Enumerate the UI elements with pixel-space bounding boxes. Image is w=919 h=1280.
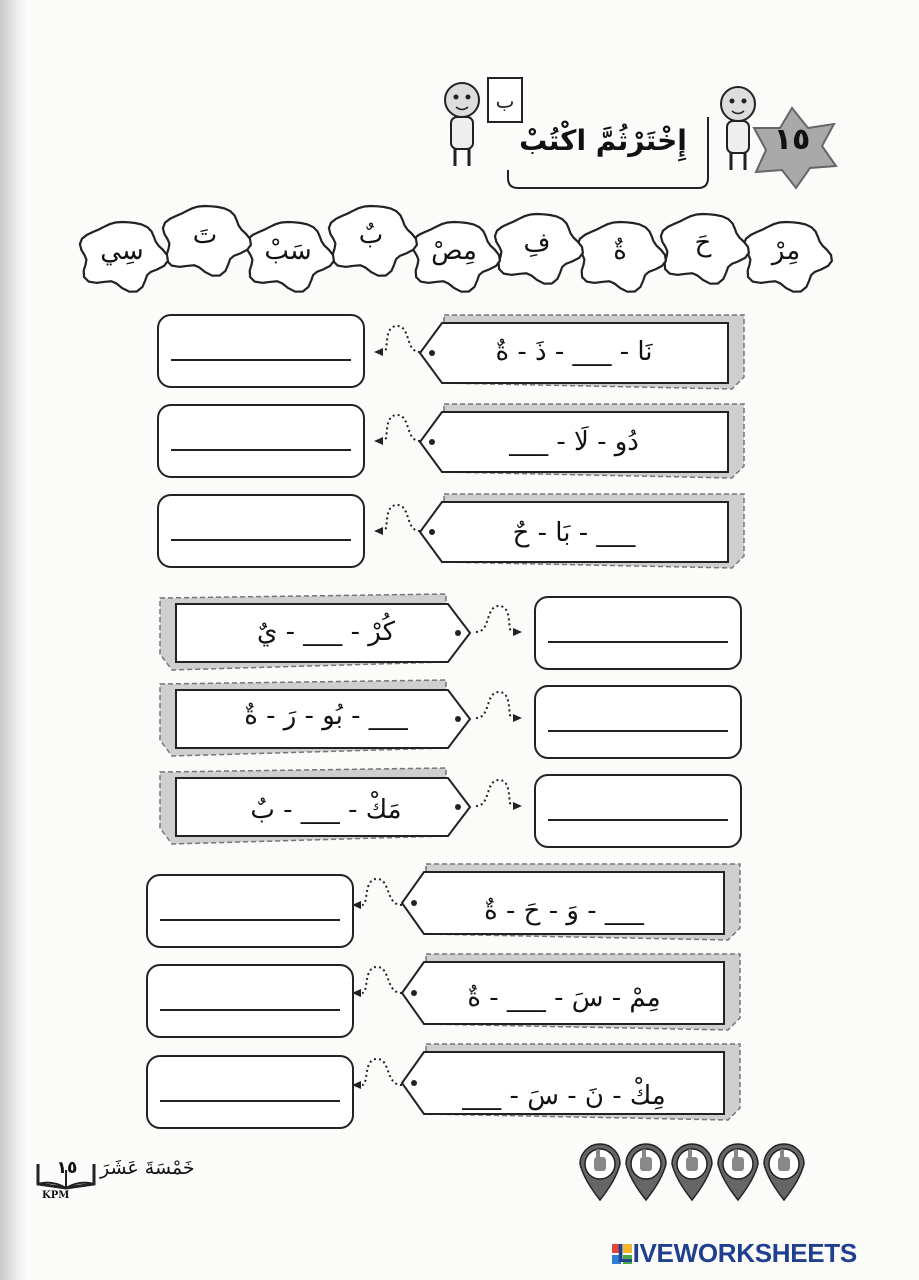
- arrow-head-icon: [374, 527, 383, 535]
- answer-line: [171, 539, 351, 541]
- page-number-words: خَمْسَةَ عَشَرَ: [100, 1157, 195, 1179]
- choice-4: فِ: [523, 228, 551, 258]
- arrow-head-icon: [374, 348, 383, 356]
- choice-2: حَ: [694, 228, 712, 258]
- choice-1: مِرْ: [771, 236, 801, 266]
- dotted-arrow-icon: [384, 326, 420, 352]
- answer-box-2[interactable]: [157, 404, 365, 478]
- page-number: ١٥: [56, 1158, 78, 1178]
- answer-box-7[interactable]: [146, 874, 354, 948]
- watermark: LIVEWORKSHEETS: [617, 1238, 857, 1268]
- answer-box-9[interactable]: [146, 1055, 354, 1129]
- dotted-arrow-icon: [476, 692, 512, 718]
- answer-line: [160, 1009, 340, 1011]
- answer-line: [548, 641, 728, 643]
- clue-2: دُو - لَا - ___: [509, 427, 639, 457]
- answer-box-6[interactable]: [534, 774, 742, 848]
- answer-line: [160, 1100, 340, 1102]
- answer-line: [548, 730, 728, 732]
- clue-6: مَكْ - ___ - بٌ: [250, 795, 402, 825]
- clue-1: نَا - ___ - ذَ - ةٌ: [495, 337, 653, 367]
- choice-7: سَبْ: [264, 236, 312, 266]
- publisher-label: KPM: [42, 1190, 70, 1201]
- answer-line: [160, 919, 340, 921]
- answer-box-3[interactable]: [157, 494, 365, 568]
- choice-6: بٌ: [358, 220, 384, 250]
- answer-box-1[interactable]: [157, 314, 365, 388]
- answer-line: [171, 449, 351, 451]
- hand-sign-icon: [764, 1144, 804, 1200]
- clue-3: ___ - بَا - حٌ: [512, 518, 636, 548]
- clue-5: ___ - بُو - رَ - ةٌ: [244, 701, 408, 731]
- choice-5: مِصْ: [431, 236, 477, 266]
- lion-mascot-icon: [445, 83, 479, 166]
- answer-box-5[interactable]: [534, 685, 742, 759]
- clue-7: ___ - وَ - حَ - ةٌ: [484, 896, 644, 926]
- answer-box-4[interactable]: [534, 596, 742, 670]
- clue-8: مِمْ - سَ - ___ - ةٌ: [467, 983, 661, 1013]
- answer-box-8[interactable]: [146, 964, 354, 1038]
- card-letter: ب: [495, 89, 515, 113]
- dotted-arrow-icon: [476, 606, 512, 632]
- hand-sign-icon: [580, 1144, 620, 1200]
- dotted-arrow-icon: [476, 780, 512, 806]
- dotted-arrow-icon: [362, 967, 402, 993]
- arrow-head-icon: [374, 437, 383, 445]
- answer-line: [171, 359, 351, 361]
- choice-3: ةٌ: [613, 236, 627, 266]
- answer-line: [548, 819, 728, 821]
- lion-mascot-icon: [721, 87, 755, 170]
- dotted-arrow-icon: [362, 1059, 402, 1085]
- page-title: إِخْتَرْثُمَّ اكْتُبْ: [519, 124, 687, 157]
- hand-sign-icon: [718, 1144, 758, 1200]
- clue-9: مِكْ - نَ - سَ - ___: [462, 1081, 666, 1111]
- hand-sign-icon: [672, 1144, 712, 1200]
- dotted-arrow-icon: [384, 505, 420, 531]
- choice-8: تَ: [192, 220, 218, 250]
- arrow-head-icon: [513, 802, 522, 810]
- dotted-arrow-icon: [362, 879, 402, 905]
- dotted-arrow-icon: [384, 415, 420, 441]
- arrow-head-icon: [513, 714, 522, 722]
- clue-4: كُرْ - ___ - يٌ: [257, 617, 395, 647]
- choice-9: سِي: [100, 236, 144, 266]
- arrow-head-icon: [513, 628, 522, 636]
- exercise-number: ١٥: [773, 122, 811, 157]
- hand-sign-icon: [626, 1144, 666, 1200]
